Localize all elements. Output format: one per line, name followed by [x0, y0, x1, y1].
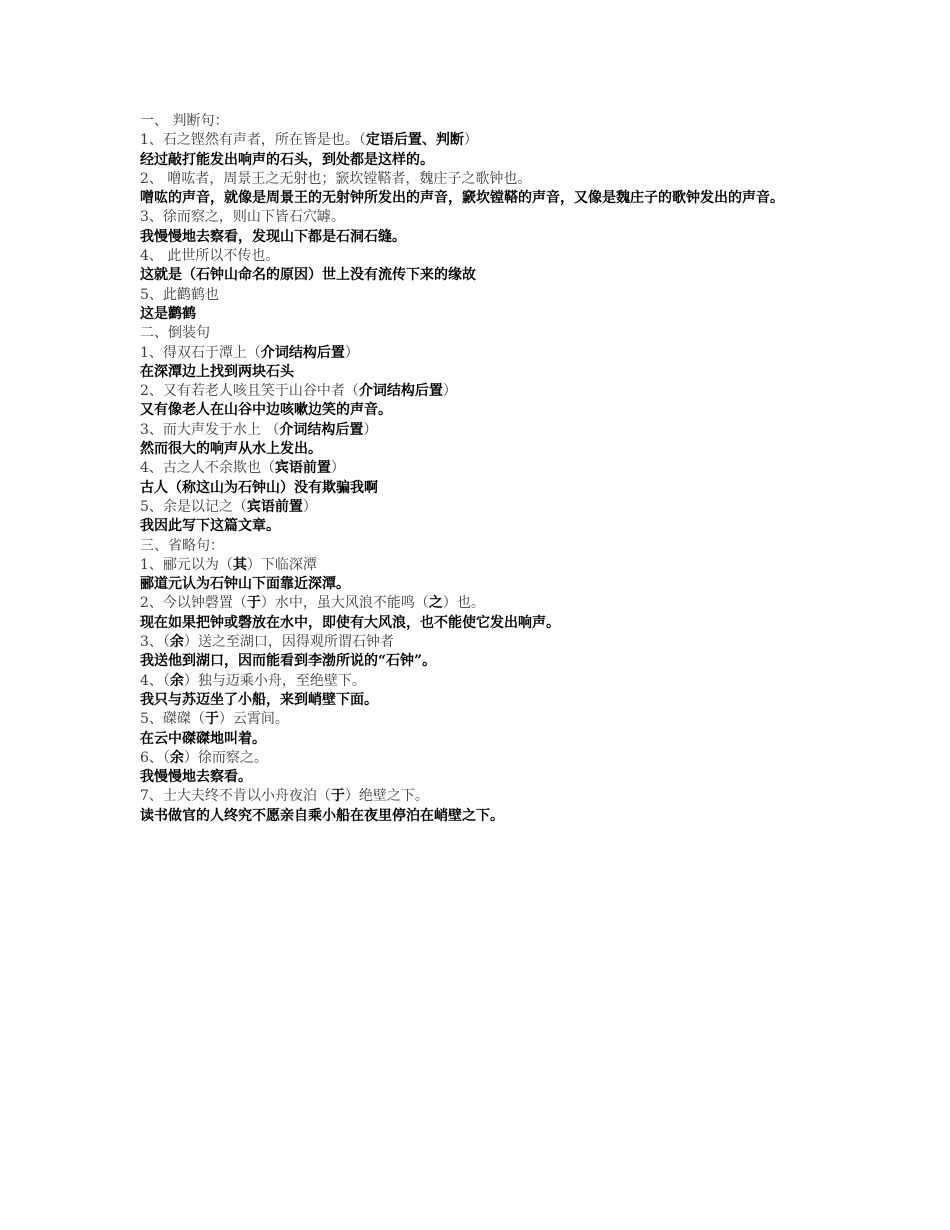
translation-line — [140, 730, 820, 749]
text-run: ） — [330, 460, 345, 477]
translation-line — [140, 807, 820, 826]
translation-line — [140, 614, 820, 633]
translation-line — [140, 228, 820, 247]
text-run: ）水中，虽大风浪不能鸣（ — [260, 595, 429, 612]
document-page — [140, 112, 820, 826]
sentence-line — [140, 672, 820, 691]
grammar-note: 余 — [169, 672, 184, 689]
translation-line — [140, 189, 820, 208]
text-run: 经过敲打能发出响声的石头，到处都是这样的。 — [140, 151, 434, 168]
text-run: 这就是（石钟山命名的原因）世上没有流传下来的缘故 — [140, 267, 476, 284]
sentence-line — [140, 498, 820, 517]
text-run: 7、士大夫终不肯以小舟夜泊（ — [140, 788, 331, 805]
grammar-note: 于 — [204, 711, 219, 728]
text-run: 2、 噌吰者，周景王之无射也；窾坎镗鞳者，魏庄子之歌钟也。 — [140, 170, 532, 187]
grammar-note: 于 — [330, 788, 345, 805]
text-run: ）云霄间。 — [218, 711, 289, 728]
text-run: ）送之至湖口，因得观所谓石钟者 — [183, 634, 394, 651]
translation-line — [140, 266, 820, 285]
text-run: ）独与迈乘小舟，至绝壁下。 — [183, 672, 366, 689]
text-run: 在云中磔磔地叫着。 — [140, 730, 266, 747]
text-run: 5、余是以记之（ — [140, 498, 247, 515]
grammar-note: 宾语前置 — [274, 460, 331, 477]
text-run: 郦道元认为石钟山下面靠近深潭。 — [140, 576, 350, 593]
text-run: 噌吰的声音，就像是周景王的无射钟所发出的声音，窾坎镗鞳的声音，又像是魏庄子的歌钟发出的声音。 — [140, 190, 784, 207]
grammar-note: 介词结构后置 — [279, 421, 364, 438]
text-run: ）下临深潭 — [246, 556, 317, 573]
translation-line — [140, 479, 820, 498]
text-run: 我送他到湖口，因而能看到李渤所说的“石钟”。 — [140, 653, 437, 670]
text-run: 古人（称这山为石钟山）没有欺骗我啊 — [140, 479, 378, 496]
grammar-note: 余 — [169, 749, 184, 766]
sentence-line — [140, 710, 820, 729]
text-run: 一、 判断句： — [140, 113, 229, 129]
grammar-note: 介词结构后置 — [260, 344, 345, 361]
sentence-line — [140, 594, 820, 613]
grammar-note: 于 — [246, 595, 261, 612]
sentence-line — [140, 421, 820, 440]
translation-line — [140, 305, 820, 324]
text-run: 2、今以钟磬置（ — [140, 595, 247, 612]
text-run: ）徐而察之。 — [183, 749, 268, 766]
grammar-note: 宾语前置 — [246, 498, 303, 515]
translation-line — [140, 575, 820, 594]
sentence-line — [140, 208, 820, 227]
sentence-line — [140, 286, 820, 305]
grammar-note: 介词结构后置 — [358, 383, 443, 400]
text-run: 1、得双石于潭上（ — [140, 344, 261, 361]
text-run: 2、又有若老人咳且笑于山谷中者（ — [140, 383, 359, 400]
sentence-line — [140, 112, 820, 131]
text-run: 现在如果把钟或磬放在水中，即使有大风浪，也不能使它发出响声。 — [140, 614, 560, 631]
text-run: 3、而大声发于水上 （ — [140, 421, 280, 438]
grammar-note: 定语后置、判断 — [365, 132, 464, 149]
sentence-line — [140, 170, 820, 189]
text-run: 我慢慢地去察看，发现山下都是石洞石缝。 — [140, 228, 406, 245]
text-run: 读书做官的人终究不愿亲自乘小船在夜里停泊在峭壁之下。 — [140, 807, 504, 824]
sentence-line — [140, 556, 820, 575]
text-run: ） — [463, 132, 478, 149]
text-run: 3、徐而察之，则山下皆石穴罅。 — [140, 209, 345, 226]
sentence-line — [140, 787, 820, 806]
text-run: 在深潭边上找到两块石头 — [140, 363, 294, 380]
sentence-line — [140, 633, 820, 652]
translation-line — [140, 363, 820, 382]
text-run: ） — [344, 344, 359, 361]
sentence-line — [140, 324, 820, 343]
text-run: ）也。 — [442, 595, 485, 612]
text-run: 5、此鹳鹤也 — [140, 286, 219, 303]
translation-line — [140, 517, 820, 536]
text-run: 1、郦元以为（ — [140, 556, 233, 573]
text-run: 4、（ — [140, 672, 170, 689]
text-run: ） — [302, 498, 317, 515]
text-run: 我因此写下这篇文章。 — [140, 518, 280, 535]
translation-line — [140, 440, 820, 459]
text-run: ）绝壁之下。 — [344, 788, 429, 805]
sentence-line — [140, 247, 820, 266]
translation-line — [140, 151, 820, 170]
text-run: 3、（ — [140, 634, 170, 651]
sentence-line — [140, 749, 820, 768]
translation-line — [140, 691, 820, 710]
text-run: ） — [442, 383, 457, 400]
sentence-line — [140, 382, 820, 401]
translation-line — [140, 652, 820, 671]
sentence-line — [140, 344, 820, 363]
translation-line — [140, 401, 820, 420]
text-run: 我只与苏迈坐了小船，来到峭壁下面。 — [140, 691, 378, 708]
grammar-note: 余 — [169, 634, 184, 651]
sentence-line — [140, 459, 820, 478]
text-run: 然而很大的响声从水上发出。 — [140, 441, 322, 458]
text-run: 1、石之铿然有声者，所在皆是也。（ — [140, 132, 366, 149]
text-run: 我慢慢地去察看。 — [140, 769, 252, 786]
text-run: ） — [363, 421, 378, 438]
text-run: 6、（ — [140, 749, 170, 766]
grammar-note: 之 — [428, 595, 443, 612]
text-run: 这是鹳鹤 — [140, 305, 196, 322]
text-run: 5、磔磔（ — [140, 711, 205, 728]
text-run: 又有像老人在山谷中边咳嗽边笑的声音。 — [140, 402, 392, 419]
grammar-note: 其 — [232, 556, 247, 573]
translation-line — [140, 768, 820, 787]
sentence-line — [140, 537, 820, 556]
text-run: 4、 此世所以不传也。 — [140, 248, 280, 265]
text-run: 三、省略句： — [140, 537, 224, 554]
text-run: 二、倒装句 — [140, 325, 210, 342]
text-run: 4、古之人不余欺也（ — [140, 460, 275, 477]
sentence-line — [140, 131, 820, 150]
